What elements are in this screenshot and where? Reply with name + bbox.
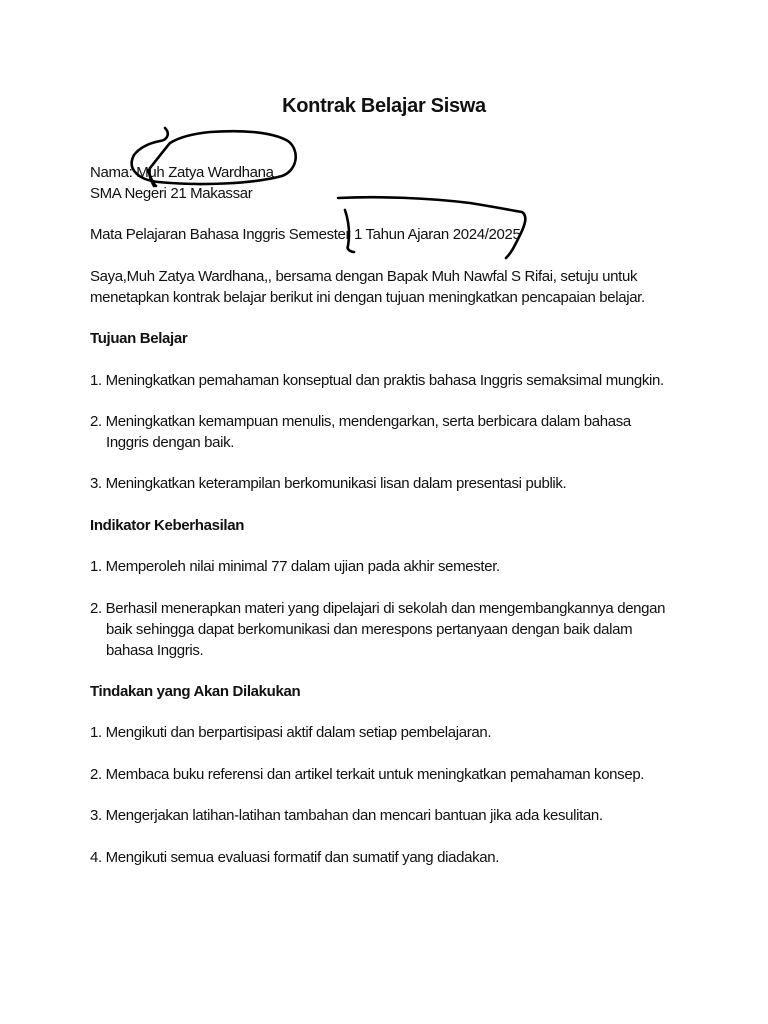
intro-line-2: menetapkan kontrak belajar berikut ini dengan tujuan meningkatkan pencapaian belajar. bbox=[90, 289, 645, 306]
list-item: 2. Membaca buku referensi dan artikel terkait untuk meningkatkan pemahaman konsep. bbox=[90, 766, 645, 783]
section-heading-indikator: Indikator Keberhasilan bbox=[90, 517, 245, 534]
list-item-continuation: bahasa Inggris. bbox=[106, 642, 204, 659]
list-item: 3. Meningkatkan keterampilan berkomunikasi lisan dalam presentasi publik. bbox=[90, 475, 567, 492]
list-item: 1. Mengikuti dan berpartisipasi aktif dalam setiap pembelajaran. bbox=[90, 724, 492, 741]
name-line: Nama: Muh Zatya Wardhana bbox=[90, 164, 274, 181]
list-item: 2. Meningkatkan kemampuan menulis, mendengarkan, serta berbicara dalam bahasa bbox=[90, 413, 631, 430]
school-line: SMA Negeri 21 Makassar bbox=[90, 185, 253, 202]
list-item: 1. Meningkatkan pemahaman konseptual dan praktis bahasa Inggris semaksimal mungkin. bbox=[90, 372, 664, 389]
list-item-continuation: baik sehingga dapat berkomunikasi dan merespons pertanyaan dengan baik dalam bbox=[106, 621, 633, 638]
list-item: 1. Memperoleh nilai minimal 77 dalam ujian pada akhir semester. bbox=[90, 558, 500, 575]
list-item-continuation: Inggris dengan baik. bbox=[106, 434, 235, 451]
subject-line: Mata Pelajaran Bahasa Inggris Semester 1 Tahun Ajaran 2024/2025 bbox=[90, 226, 521, 243]
intro-line-1: Saya,Muh Zatya Wardhana,, bersama dengan Bapak Muh Nawfal S Rifai, setuju untuk bbox=[90, 268, 638, 285]
document-title: Kontrak Belajar Siswa bbox=[282, 95, 486, 117]
section-heading-tindakan: Tindakan yang Akan Dilakukan bbox=[90, 683, 301, 700]
list-item: 2. Berhasil menerapkan materi yang dipelajari di sekolah dan mengembangkannya dengan bbox=[90, 600, 666, 617]
list-item: 4. Mengikuti semua evaluasi formatif dan sumatif yang diadakan. bbox=[90, 849, 500, 866]
list-item: 3. Mengerjakan latihan-latihan tambahan dan mencari bantuan jika ada kesulitan. bbox=[90, 807, 603, 824]
section-heading-tujuan: Tujuan Belajar bbox=[90, 330, 188, 347]
